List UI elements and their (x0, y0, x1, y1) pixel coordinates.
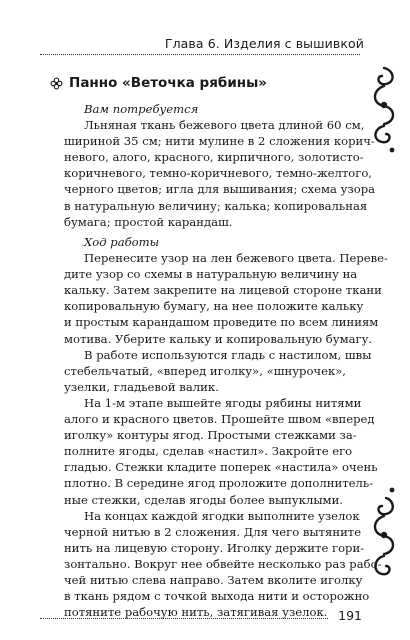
work-line: черной нитью в 2 сложения. Для чего вытяните (64, 524, 362, 539)
work-line: Перенесите узор на лен бежевого цвета. Переве- (84, 251, 388, 266)
footer-divider (40, 618, 328, 619)
work-line: стебельчатый, «вперед иголку», «шнурочек», (64, 363, 346, 378)
work-line: гладью. Стежки кладите поперек «настила» очень (64, 460, 378, 475)
title-text: анно «Веточка рябины» (80, 75, 268, 91)
materials-line: коричневого, темно-коричневого, темно-желтого, (64, 166, 372, 181)
materials-line: Льняная ткань бежевого цвета длиной 60 см, (84, 118, 365, 133)
work-line: плотно. В середине ягод проложите дополнитель- (64, 476, 374, 491)
work-line: зонтально. Вокруг нее обвейте несколько раз рабо- (64, 556, 382, 571)
work-line: в ткань рядом с точкой выхода нити и осторожно (64, 589, 370, 604)
work-line: дите узор со схемы в натуральную величину на (64, 267, 358, 282)
work-section (64, 234, 388, 620)
work-line: кальку. Затем закрепите на лицевой стороне ткани (64, 283, 382, 298)
materials-line: бумага; простой карандаш. (64, 214, 233, 229)
materials-heading: Вам потребуется (84, 102, 199, 116)
page-number: 191 (338, 608, 362, 623)
materials-line: невого, алого, красного, кирпичного, золотисто- (64, 150, 364, 165)
work-line: узелки, гладьевой валик. (64, 379, 219, 394)
title-initial: П (69, 75, 81, 91)
work-line: алого и красного цветов. Прошейте швом «вперед (64, 412, 375, 427)
header-divider (40, 54, 360, 55)
work-line: нить на лицевую сторону. Иголку держите гори- (64, 540, 365, 555)
work-line: На концах каждой ягодки выполните узелок (84, 508, 360, 523)
article-title (50, 75, 267, 91)
materials-line: в натуральную величину; калька; копировальная (64, 198, 368, 213)
work-line: ные стежки, сделав ягоды более выпуклыми. (64, 492, 343, 507)
work-line: копировальную бумагу, на нее положите кальку (64, 299, 364, 314)
work-line: На 1-м этапе вышейте ягоды рябины нитями (84, 395, 362, 410)
work-line: В работе используются гладь с настилом, швы (84, 347, 372, 362)
work-line: и простым карандашом проведите по всем линиям (64, 315, 379, 330)
materials-line: черного цветов; игла для вышивания; схема узора (64, 182, 376, 197)
work-line: чей нитью слева направо. Затем вколите иголку (64, 572, 363, 587)
work-line: потяните рабочую нить, затягивая узелок. (64, 605, 328, 620)
work-heading: Ход работы (84, 235, 160, 249)
work-line: полните ягоды, сделав «настил». Закройте его (64, 444, 353, 459)
materials-section (64, 101, 376, 230)
work-line: иголку» контуры ягод. Простыми стежками за- (64, 428, 357, 443)
work-line: мотива. Уберите кальку и копировальную бумагу. (64, 331, 373, 346)
materials-line: шириной 35 см; нити мулине в 2 сложения корич- (64, 134, 375, 149)
running-head: Глава 6. Изделия с вышивкой (164, 36, 364, 51)
flower-icon (50, 77, 63, 90)
swirl-ornament-bottom (364, 486, 404, 586)
